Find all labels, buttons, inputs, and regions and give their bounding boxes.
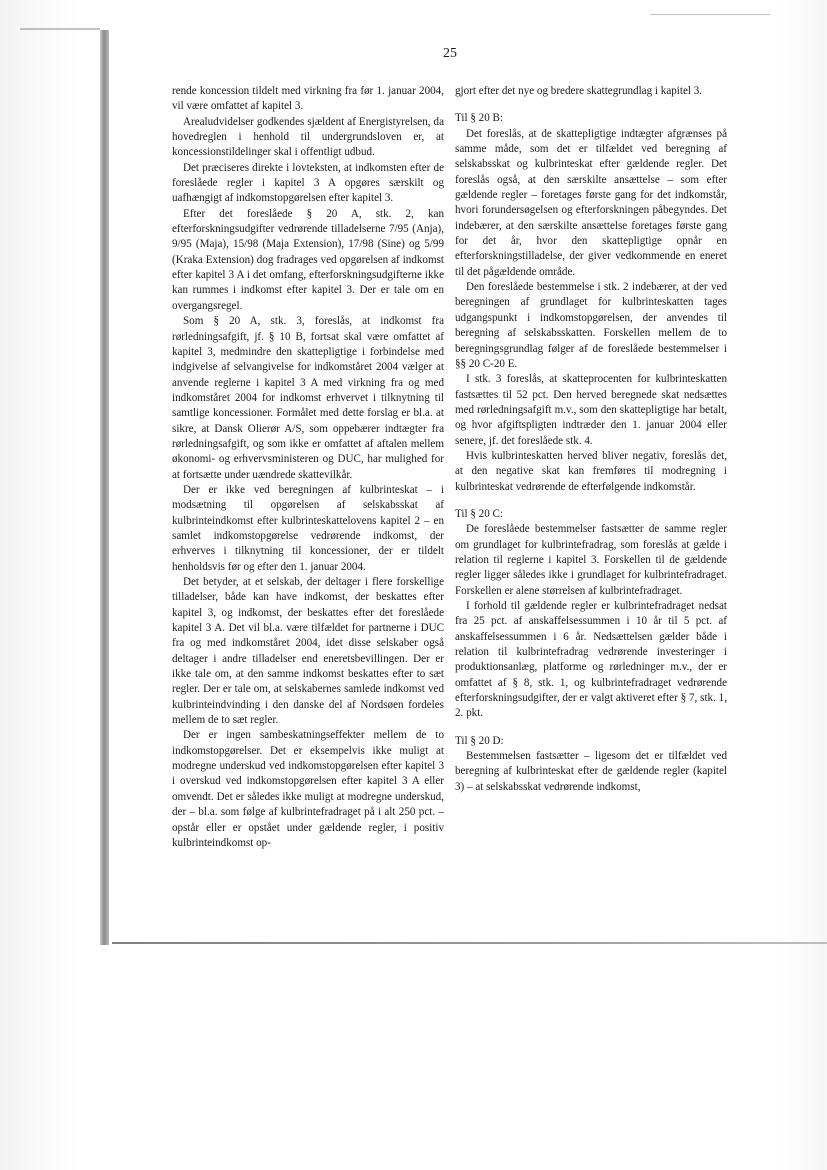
paragraph: Der er ikke ved beregningen af kulbrinteskat – i modsætning til opgørelsen af selskabsskat af kulbrinteindkomst efter kulbrinteskattelovens kapitel 2 – en samlet indkomstopgørelse vedrørende indkomst, der erhverves i tilknytning til koncessioner, der er tildelt henholdsvis før og efter den 1. januar 2004.: [172, 483, 444, 573]
scan-artifact-top-right: [650, 14, 770, 15]
paragraph: I stk. 3 foreslås, at skatteprocenten for kulbrinteskatten fastsættes til 52 pct. Den herved beregnede skat nedsættes med rørledningsafgift m.v., som den skattepligtige har betalt, og hvor afgiftspligten indtræder den 1. januar 2004 eller senere, jf. det foreslåede stk. 4.: [455, 373, 727, 447]
paragraph: Det foreslås, at de skattepligtige indtægter afgrænses på samme måde, som det er tilfældet ved beregning af selskabsskat og kulbrinteskat efter gældende regler. Det foreslås også, at den særskilte ansættelse – som efter gældende regler – foretages første gang for det indkomstår, hvori forundersøgelsen og efterforskningen påbegyndes. Det indebærer, at den særskilte ansættelse foretages første gang for det år, hvor den skattepligtige opnår en efterforskningstilladelse, der giver vedkommende en eneret til det pågældende område.: [455, 127, 727, 278]
paragraph: I forhold til gældende regler er kulbrintefradraget nedsat fra 25 pct. af anskaffelsessummen i 10 år til 5 pct. af anskaffelsessummen i 6 år. Nedsættelsen gælder både i relation til kulbrintefradrag vedrørende investeringer i produktionsanlæg, platforme og rørledninger m.v., der er omfattet af § 8, stk. 1, og kulbrintefradraget vedrørende efterforskningsudgifter, der er valgt aktiveret efter § 7, stk. 1, 2. pkt.: [455, 600, 727, 720]
section-heading-20d: Til § 20 D:: [455, 734, 504, 747]
right-column: [455, 84, 727, 795]
section-heading-20c: Til § 20 C:: [455, 507, 503, 520]
paragraph: Efter det foreslåede § 20 A, stk. 2, kan efterforskningsudgifter vedrørende tilladelserne 7/95 (Anja), 9/95 (Maja), 15/98 (Maja Extension), 17/98 (Sine) og 5/99 (Kraka Extension) dog fradrages ved opgørelsen af indkomst efter kapitel 3 A i det omfang, efterforskningsudgifterne ikke kan rummes i indkomst efter kapitel 3. Der er tale om en overgangsregel.: [172, 207, 444, 312]
paragraph: Bestemmelsen fastsætter – ligesom det er tilfældet ved beregning af kulbrinteskat efter de gældende regler (kapitel 3) – at selskabsskat vedrørende indkomst,: [455, 750, 727, 793]
paragraph: rende koncession tildelt med virkning fra før 1. januar 2004, vil være omfattet af kapitel 3.: [172, 85, 444, 113]
page-number: 25: [443, 46, 457, 61]
page-bottom-edge: [112, 942, 827, 944]
binding-shadow: [100, 30, 109, 945]
paragraph: gjort efter det nye og bredere skattegrundlag i kapitel 3.: [455, 85, 703, 97]
paragraph: De foreslåede bestemmelser fastsætter de samme regler om grundlaget for kulbrintefradrag, som foreslås at gælde i relation til reglerne i kapitel 3. Forskellen til de gældende regler ligger således ikke i grundlaget for kulbrintefradraget. Forskellen er alene størrelsen af kulbrintefradraget.: [455, 523, 727, 597]
paragraph: Det betyder, at et selskab, der deltager i flere forskellige tilladelser, både kan have indkomst, der beskattes efter kapitel 3, og indkomst, der beskattes efter det foreslåede kapitel 3 A. Det vil bl.a. være tilfældet for partnerne i DUC fra og med indkomståret 2004, idet disse selskaber også deltager i andre tilladelser end eneretsbevillingen. Der er ikke tale om, at den samme indkomst beskattes efter to sæt regler. Der er tale om, at selskabernes samlede indkomst ved kulbrinteindvinding i den danske del af Nordsøen fordeles mellem de to sæt regler.: [172, 576, 444, 727]
scan-artifact-top-left: [20, 28, 100, 30]
paragraph: Som § 20 A, stk. 3, foreslås, at indkomst fra rørledningsafgift, jf. § 10 B, fortsat skal være omfattet af kapitel 3, medmindre den skattepligtige i forbindelse med indgivelse af selvangivelse for indkomståret 2004 vælger at anvende reglerne i kapitel 3 A med virkning fra og med indkomståret 2004 for indkomst erhvervet i tilknytning til samtlige koncessioner. Formålet med dette forslag er bl.a. at sikre, at Dansk Olierør A/S, som oppebærer indtægter fra rørledningsafgift, og som ikke er omfattet af aftalen mellem økonomi- og erhvervsministeren og DUC, har mulighed for at fortsætte under uændrede skattevilkår.: [172, 315, 444, 481]
paragraph: Det præciseres direkte i lovteksten, at indkomsten efter de foreslåede regler i kapitel 3 A opgøres særskilt og uafhængigt af indkomstopgørelsen efter kapitel 3.: [172, 161, 444, 205]
paragraph: Der er ingen sambeskatningseffekter mellem de to indkomstopgørelser. Det er eksempelvis ikke muligt at modregne underskud ved indkomstopgørelsen efter kapitel 3 i overskud ved indkomstopgørelsen efter kapitel 3 A eller omvendt. Det er således ikke muligt at modregne underskud, der – bl.a. som følge af kulbrintefradraget på i alt 250 pct. – opstår eller er opstået under gældende regler, i positiv kulbrinteindkomst op-: [172, 729, 444, 849]
paragraph: Arealudvidelser godkendes sjældent af Energistyrelsen, da hovedreglen i henhold til undergrundsloven er, at koncessionstildelinger skal i offentligt udbud.: [172, 115, 444, 159]
left-column: [172, 84, 444, 851]
paragraph: Hvis kulbrinteskatten herved bliver negativ, foreslås det, at den negative skat kan fremføres til modregning i kulbrinteskat vedrørende de efterfølgende indkomstår.: [455, 449, 727, 493]
section-heading-20b: Til § 20 B:: [455, 112, 503, 125]
paragraph: Den foreslåede bestemmelse i stk. 2 indebærer, at der ved beregningen af grundlaget for kulbrinteskatten tages udgangspunkt i indkomstopgørelsen, der anvendes til beregning af selskabsskatten. Forskellen mellem de to beregningsgrundlag følger af de foreslåede bestemmelser i §§ 20 C-20 E.: [455, 281, 727, 370]
